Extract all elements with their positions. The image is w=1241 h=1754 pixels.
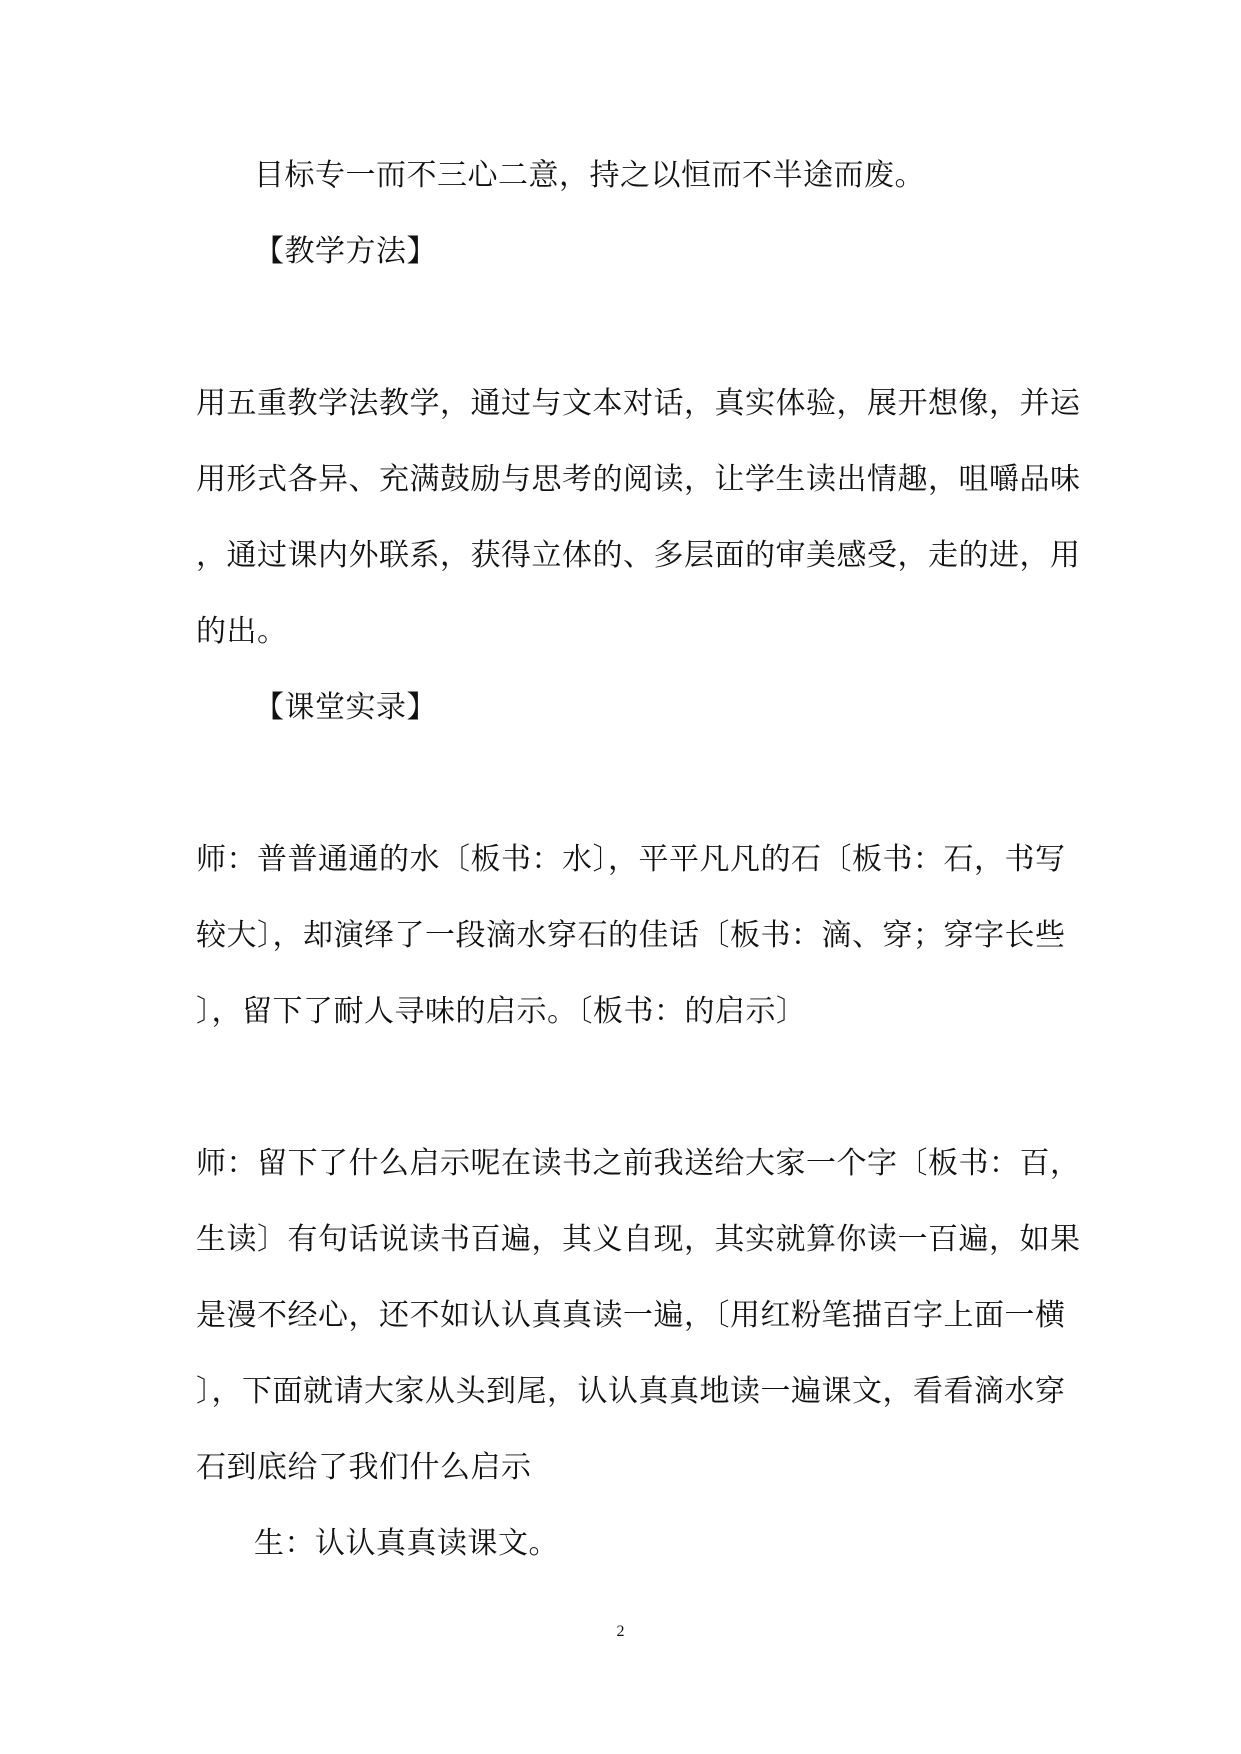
teacher-line-3: 〕，留下了耐人寻味的启示。〔板书：的启示〕 bbox=[196, 994, 807, 1029]
paragraph-method-line-3: ，通过课内外联系，获得立体的、多层面的审美感受，走的进，用 bbox=[196, 538, 1081, 573]
teacher-line-1: 师：普普通通的水〔板书：水〕，平平凡凡的石〔板书：石，书写 bbox=[196, 842, 1066, 877]
teacher-line-2: 较大〕，却演绎了一段滴水穿石的佳话〔板书：滴、穿；穿字长些 bbox=[196, 918, 1066, 953]
teacher-line-6: 是漫不经心，还不如认认真真读一遍，〔用红粉笔描百字上面一横 bbox=[196, 1298, 1066, 1333]
paragraph-method-line-4: 的出。 bbox=[196, 614, 288, 649]
heading-class-record: 【课堂实录】 bbox=[254, 690, 437, 725]
teacher-line-4: 师：留下了什么启示呢在读书之前我送给大家一个字〔板书：百， bbox=[196, 1146, 1081, 1181]
paragraph-method-line-1: 用五重教学法教学，通过与文本对话，真实体验，展开想像，并运 bbox=[196, 386, 1081, 421]
paragraph-goal-line: 目标专一而不三心二意，持之以恒而不半途而废。 bbox=[254, 158, 925, 193]
page-number: 2 bbox=[616, 1623, 625, 1640]
heading-teaching-method: 【教学方法】 bbox=[254, 234, 437, 269]
teacher-line-8: 石到底给了我们什么启示 bbox=[196, 1450, 532, 1485]
teacher-line-5: 生读〕有句话说读书百遍，其义自现，其实就算你读一百遍，如果 bbox=[196, 1222, 1081, 1257]
student-line: 生：认认真真读课文。 bbox=[254, 1526, 559, 1561]
paragraph-method-line-2: 用形式各异、充满鼓励与思考的阅读，让学生读出情趣，咀嚼品味 bbox=[196, 462, 1081, 497]
teacher-line-7: 〕，下面就请大家从头到尾，认认真真地读一遍课文，看看滴水穿 bbox=[196, 1374, 1066, 1409]
